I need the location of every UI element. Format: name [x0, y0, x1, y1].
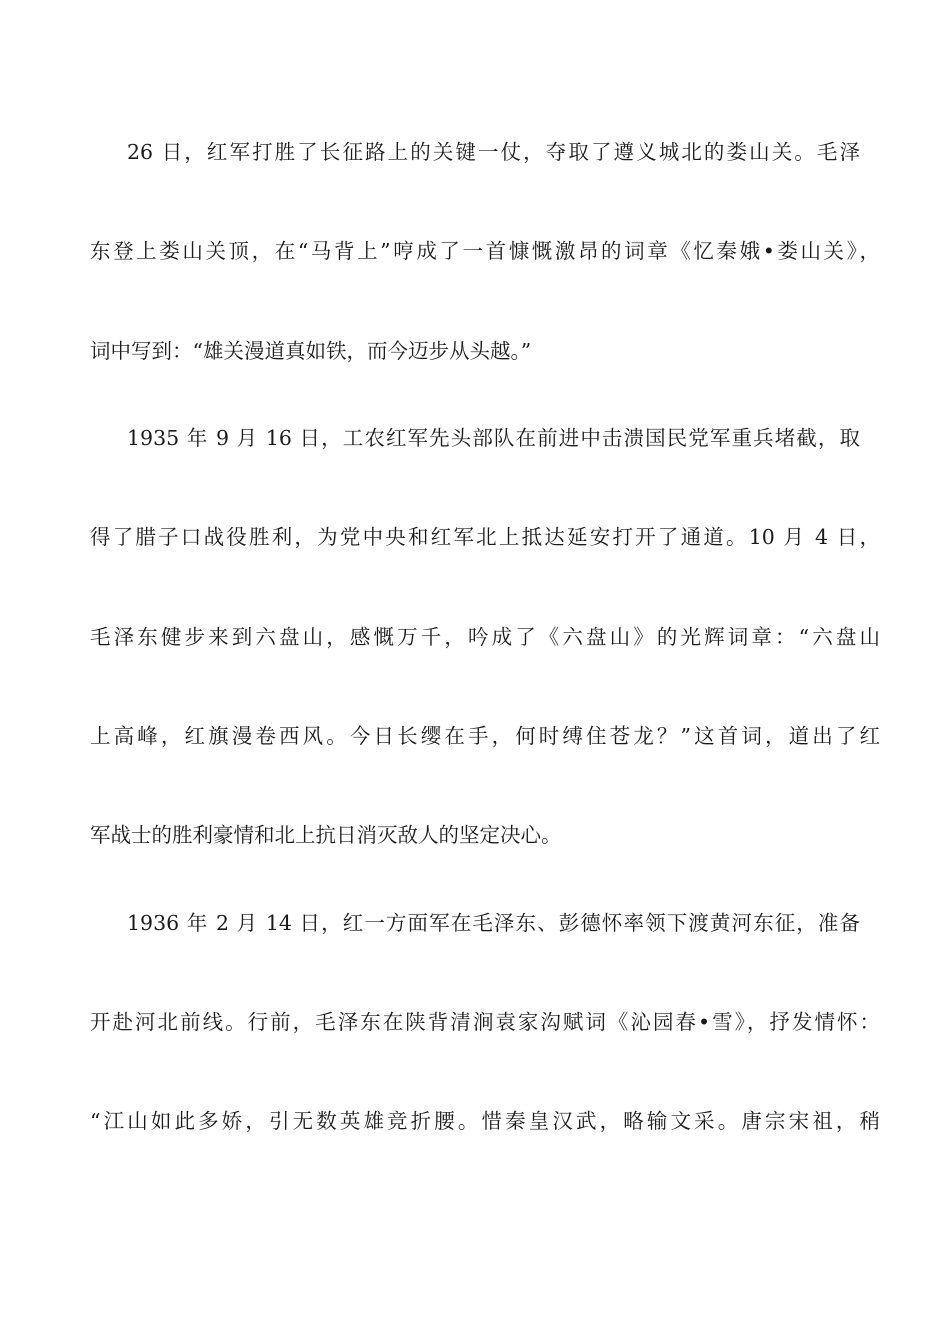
paragraph-3-line-1: 1936 年 2 月 14 日，红一方面军在毛泽东、彭德怀率领下渡黄河东征，准备: [127, 911, 860, 935]
paragraph-1-line-3: 词中写到：“雄关漫道真如铁，而今迈步从头越。”: [90, 339, 532, 363]
paragraph-2-line-1: 1935 年 9 月 16 日，工农红军先头部队在前进中击溃国民党军重兵堵截，取: [127, 426, 860, 450]
paragraph-1-line-2: 东登上娄山关顶，在“马背上”哼成了一首慷慨激昂的词章《忆秦娥•娄山关》，: [90, 239, 880, 263]
paragraph-2-line-4: 上高峰，红旗漫卷西风。今日长缨在手，何时缚住苍龙？”这首词，道出了红: [90, 724, 880, 748]
paragraph-1-line-1: 26 日，红军打胜了长征路上的关键一仗，夺取了遵义城北的娄山关。毛泽: [127, 140, 860, 164]
paragraph-2-line-3: 毛泽东健步来到六盘山，感慨万千，吟成了《六盘山》的光辉词章：“六盘山: [90, 625, 880, 649]
paragraph-3-line-3: “江山如此多娇，引无数英雄竞折腰。惜秦皇汉武，略输文采。唐宗宋祖，稍: [90, 1109, 880, 1133]
paragraph-3-line-2: 开赴河北前线。行前，毛泽东在陕背清涧袁家沟赋词《沁园春•雪》，抒发情怀：: [90, 1010, 880, 1034]
paragraph-2-line-5: 军战士的胜利豪情和北上抗日消灭敌人的坚定决心。: [90, 823, 562, 847]
paragraph-2-line-2: 得了腊子口战役胜利，为党中央和红军北上抵达延安打开了通道。10 月 4 日，: [90, 525, 880, 549]
